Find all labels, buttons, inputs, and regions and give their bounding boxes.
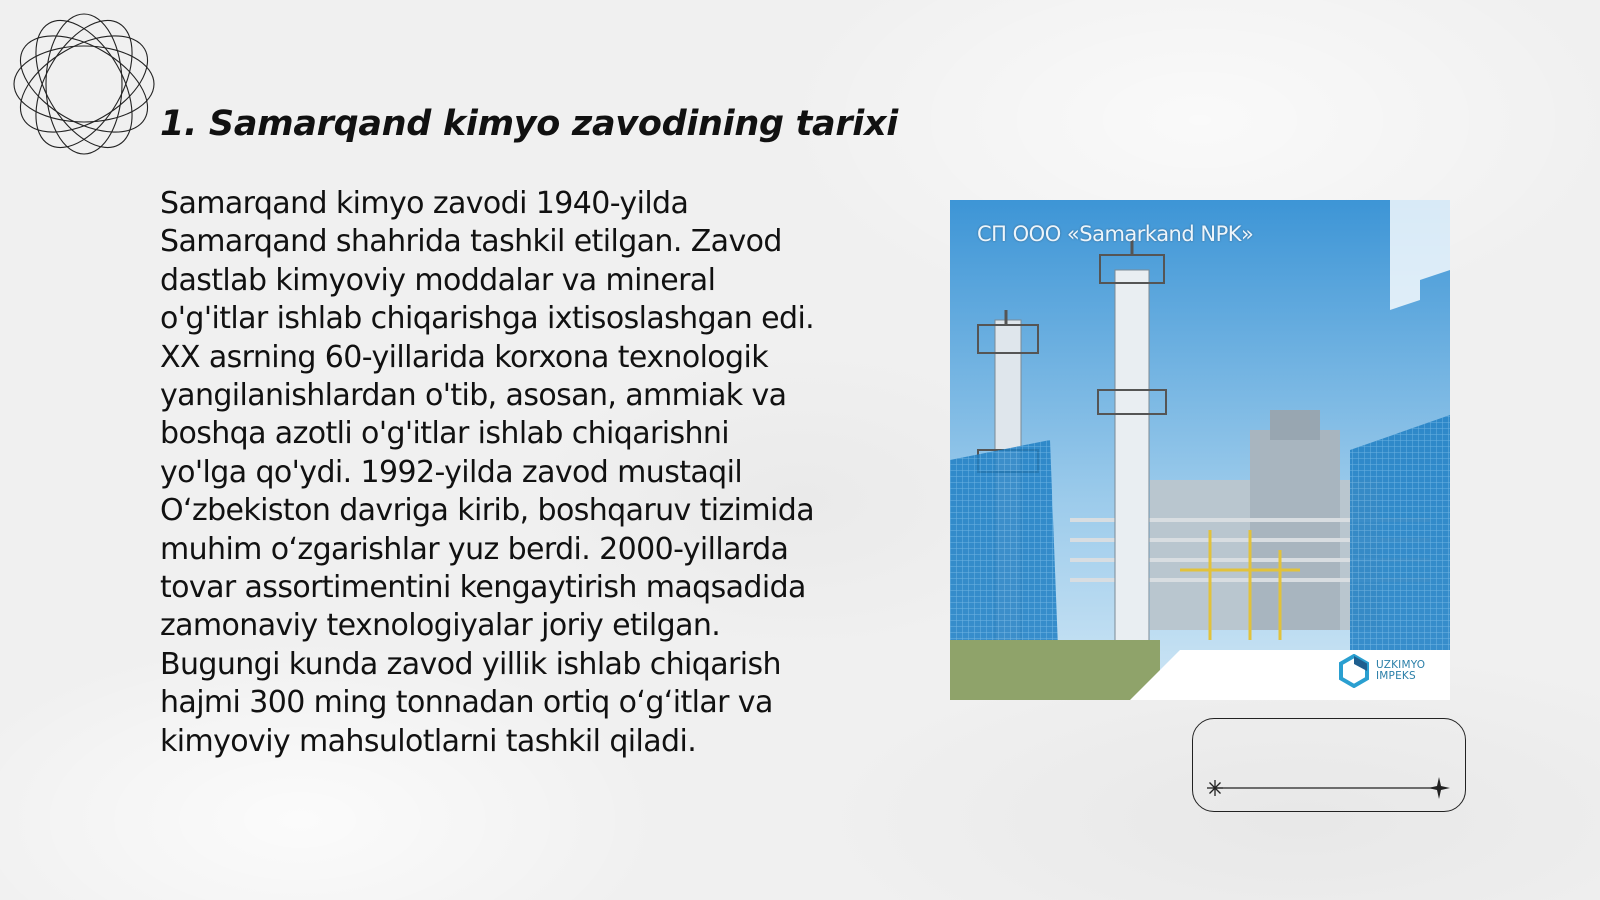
sparkle-icon [1207, 780, 1223, 796]
slide-body-text [160, 185, 860, 761]
body-line: muhim o‘zgarishlar yuz berdi. 2000-yillarda [160, 531, 789, 567]
body-line: tovar assortimentini kengaytirish maqsadida [160, 570, 806, 606]
body-line: Samarqand kimyo zavodi 1940-yilda [160, 186, 689, 221]
body-line: dastlab kimyoviy moddalar va mineral [160, 262, 716, 298]
logo-line-1: UZKIMYO [1376, 659, 1426, 671]
body-line: boshqa azotli o'g'itlar ishlab chiqarishni [160, 416, 730, 452]
hexagon-logo-icon [1338, 654, 1370, 688]
body-line: zamonaviy texnologiyalar joriy etilgan. [160, 608, 721, 644]
body-line: kimyoviy mahsulotlarni tashkil qiladi. [160, 723, 697, 759]
decorative-line [1193, 719, 1465, 811]
body-line: yo'lga qo'ydi. 1992-yilda zavod mustaqil [160, 454, 743, 490]
uzkimyo-logo [1338, 654, 1425, 688]
circular-ornament-icon [10, 10, 158, 158]
body-line: o'g'itlar ishlab chiqarishga ixtisoslashgan edi. [160, 301, 815, 337]
body-line: Samarqand shahrida tashkil etilgan. Zavod [160, 224, 782, 260]
logo-line-2: IMPEKS [1376, 670, 1416, 682]
cross-star-icon [1428, 777, 1450, 799]
body-line: yangilanishlardan o'tib, asosan, ammiak va [160, 378, 787, 414]
factory-illustration [950, 200, 1450, 700]
body-line: XX asrning 60-yillarida korxona texnologik [160, 339, 769, 375]
slide-title: 1. Samarqand kimyo zavodining tarixi [160, 104, 898, 144]
body-line: Bugungi kunda zavod yillik ishlab chiqarish [160, 646, 781, 682]
body-line: hajmi 300 ming tonnadan ortiq o‘g‘itlar va [160, 685, 773, 721]
factory-photo [950, 200, 1450, 700]
photo-caption: СП ООО «Samarkand NPK» [977, 222, 1254, 246]
decorative-box [1192, 718, 1466, 812]
body-line: O‘zbekiston davriga kirib, boshqaruv tizimida [160, 493, 814, 529]
